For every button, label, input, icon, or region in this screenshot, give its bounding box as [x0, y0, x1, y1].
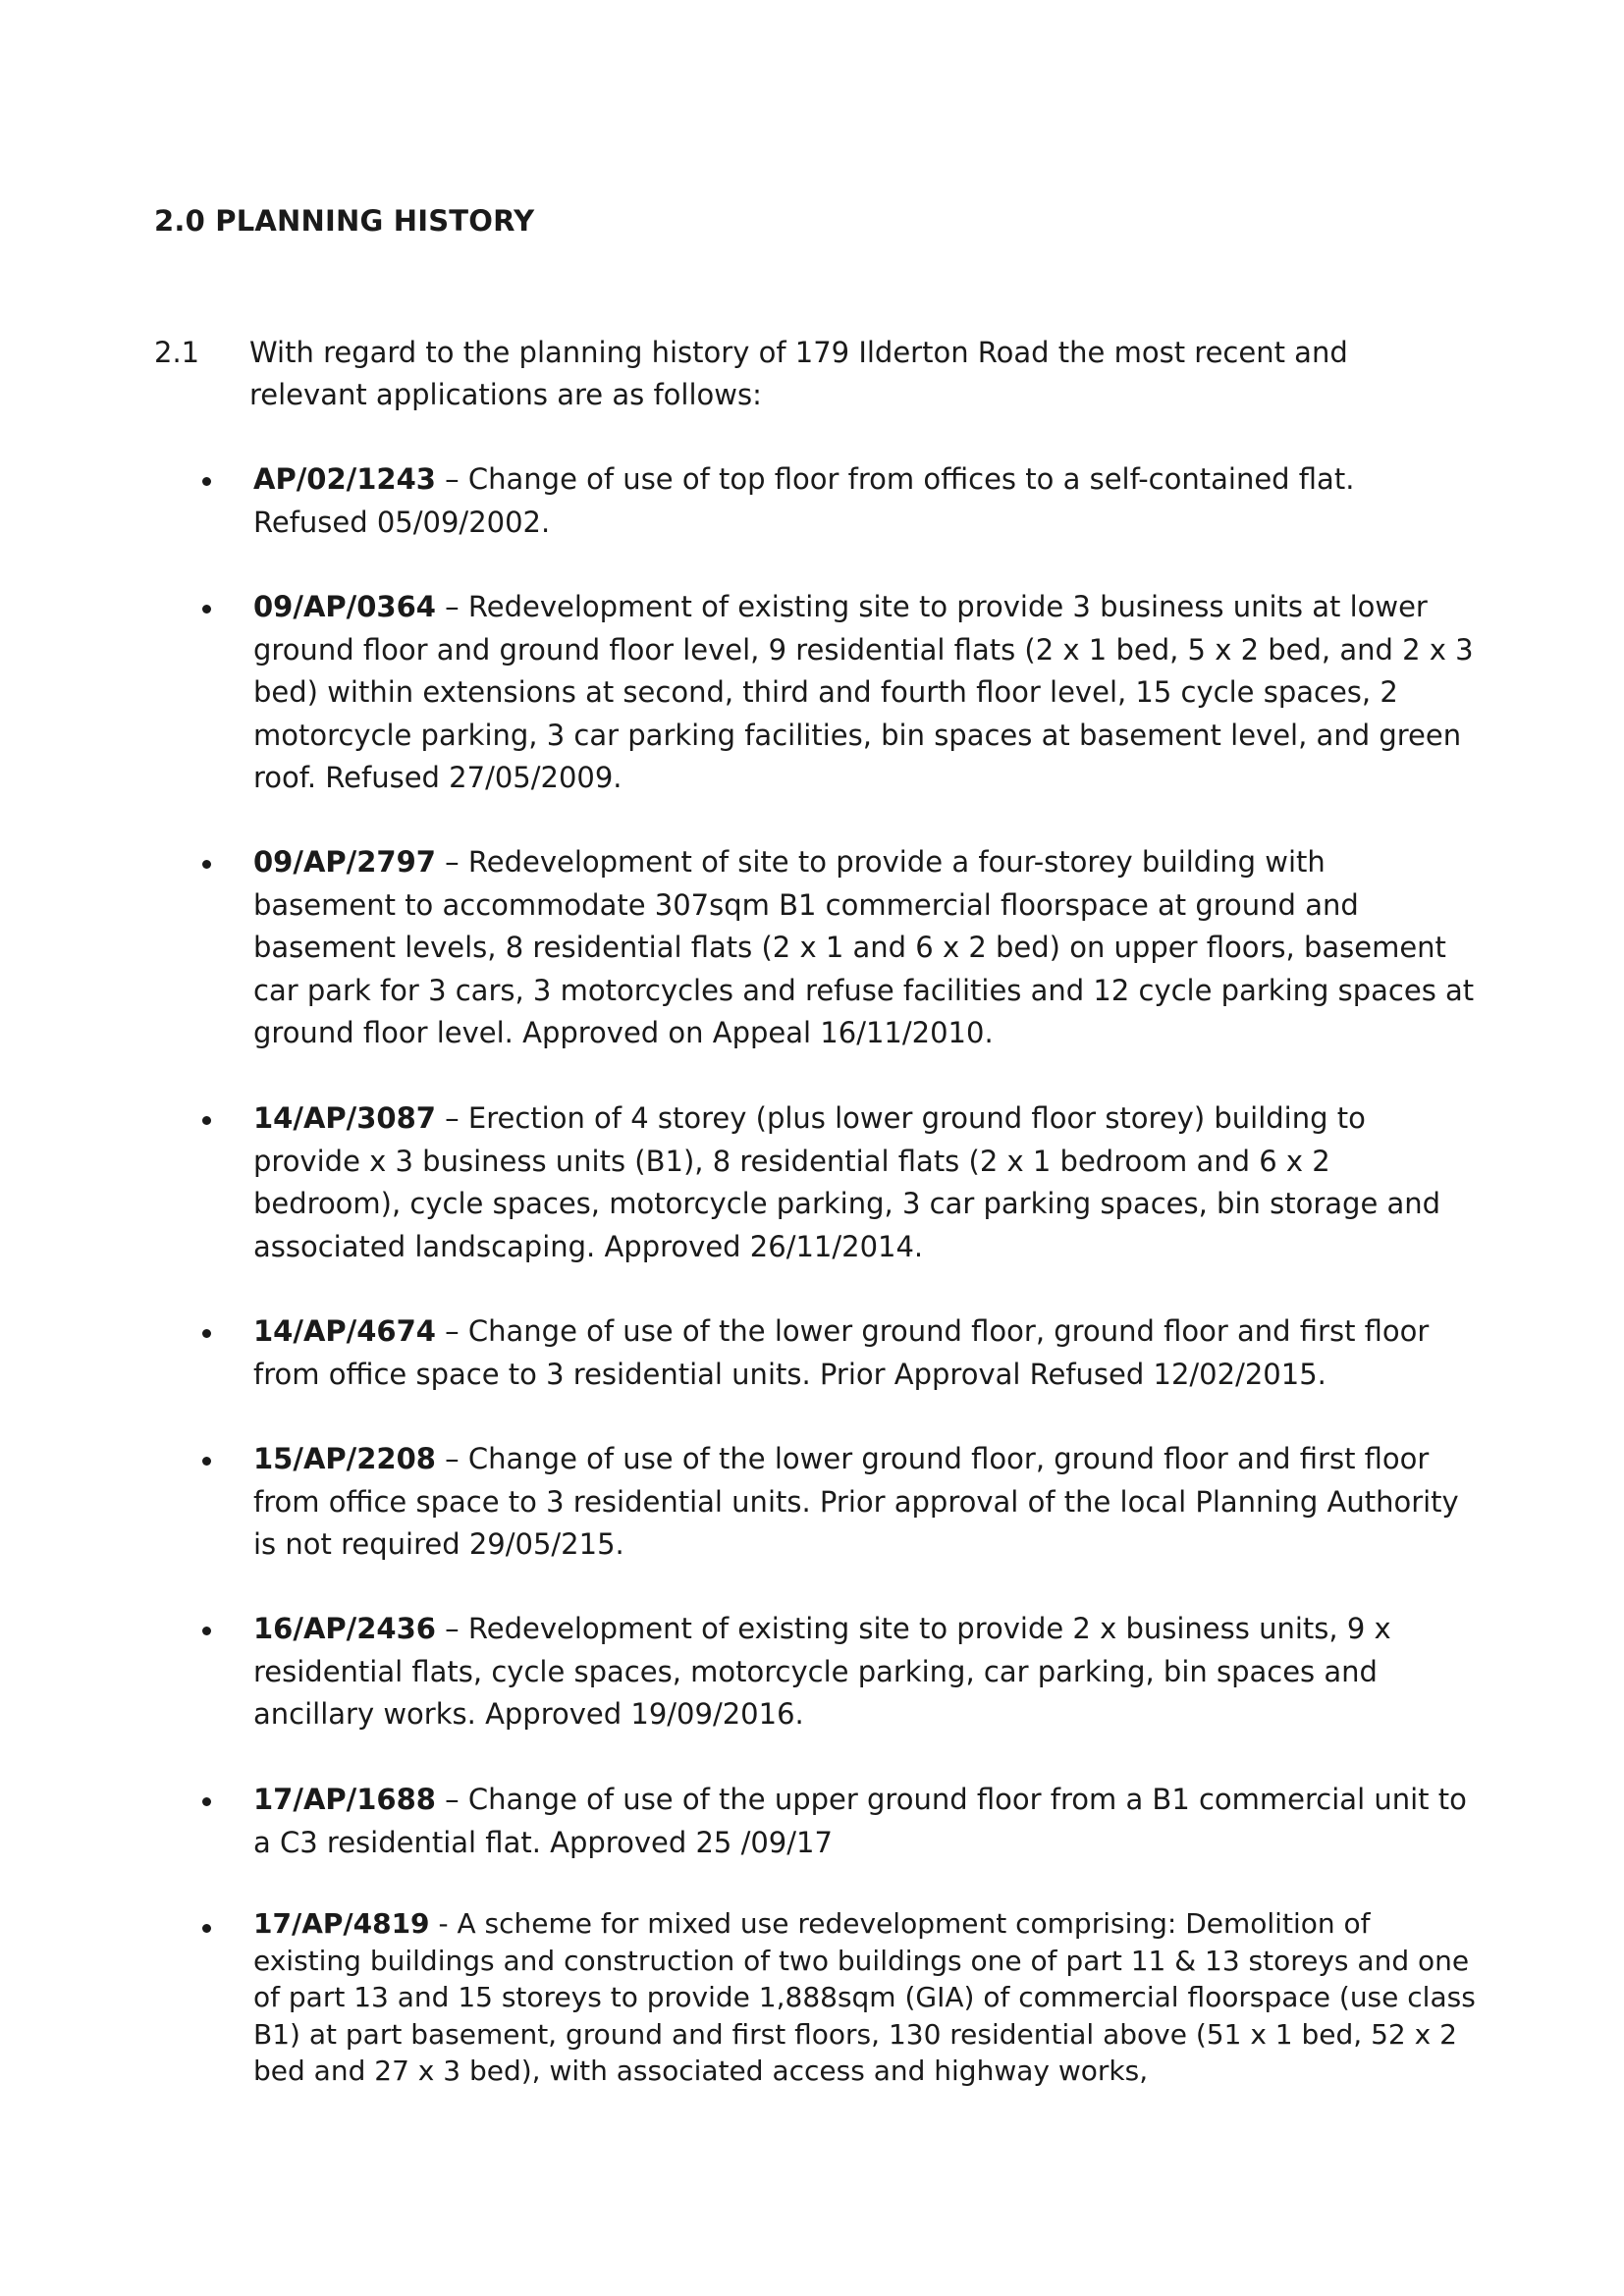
application-ref: 09/AP/0364 — [253, 590, 436, 623]
application-ref: 16/AP/2436 — [253, 1612, 436, 1645]
application-description: Change of use of the lower ground floor, ground floor and first floor from office space to 3 residential units. Prior approval of the local Planning Authority is not required 29/05/215. — [253, 1442, 1459, 1561]
separator: – — [435, 1612, 468, 1645]
application-description: Change of use of top floor from offices to a self-contained flat. Refused 05/09/2002. — [253, 462, 1355, 539]
application-description: Redevelopment of existing site to provide 2 x business units, 9 x residential flats, cycle spaces, motorcycle parking, car parking, bin spaces and ancillary works. Approved 19/09/2016. — [253, 1612, 1391, 1731]
application-ref: 15/AP/2208 — [253, 1442, 436, 1475]
application-ref: AP/02/1243 — [253, 462, 436, 496]
application-entry — [253, 458, 1476, 544]
section-heading: 2.0 PLANNING HISTORY — [154, 204, 535, 238]
application-entry — [253, 1438, 1476, 1567]
application-description: Change of use of the lower ground floor, ground floor and first floor from office space to 3 residential units. Prior Approval Refused 12/02/2015. — [253, 1314, 1430, 1391]
separator: – — [435, 845, 468, 879]
separator: - — [429, 1907, 458, 1940]
separator: – — [435, 1314, 468, 1348]
application-description: Redevelopment of existing site to provide 3 business units at lower ground floor and ground floor level, 9 residential flats (2 x 1 bed, 5 x 2 bed, and 2 x 3 bed) within extensions at second, third and fourth floor level, 15 cycle spaces, 2 motorcycle parking, 3 car parking facilities, bin spaces at basement level, and green roof. Refused 27/05/2009. — [253, 590, 1474, 794]
application-entry — [253, 841, 1476, 1055]
separator: – — [435, 1442, 468, 1475]
bullet-icon — [202, 1457, 211, 1466]
application-ref: 17/AP/1688 — [253, 1783, 436, 1816]
separator: – — [435, 590, 468, 623]
separator: – — [435, 1101, 468, 1135]
separator: – — [435, 1783, 468, 1816]
bullet-icon — [202, 1329, 211, 1338]
application-ref: 14/AP/3087 — [253, 1101, 436, 1135]
application-description: Erection of 4 storey (plus lower ground floor storey) building to provide x 3 business units (B1), 8 residential flats (2 x 1 bedroom and 6 x 2 bedroom), cycle spaces, motorcycle parking, 3 car parking spaces, bin storage and associated landscaping. Approved 26/11/2014. — [253, 1101, 1441, 1263]
application-entry — [253, 1779, 1476, 1864]
paragraph-text: With regard to the planning history of 179 Ilderton Road the most recent and relevant applications are as follows: — [249, 336, 1348, 411]
application-ref: 17/AP/4819 — [253, 1907, 430, 1940]
application-ref: 09/AP/2797 — [253, 845, 436, 879]
application-description: Change of use of the upper ground floor from a B1 commercial unit to a C3 residential flat. Approved 25 /09/17 — [253, 1783, 1467, 1859]
bullet-icon — [202, 1116, 211, 1125]
application-ref: 14/AP/4674 — [253, 1314, 436, 1348]
bullet-icon — [202, 605, 211, 614]
bullet-icon — [202, 1627, 211, 1635]
separator: – — [435, 462, 468, 496]
paragraph-number: 2.1 — [154, 336, 200, 369]
application-description: Redevelopment of site to provide a four-storey building with basement to accommodate 307sqm B1 commercial floorspace at ground and basement levels, 8 residential flats (2 x 1 and 6 x 2 bed) on upper floors, basement car park for 3 cars, 3 motorcycles and refuse facilities and 12 cycle parking spaces at ground floor level. Approved on Appeal 16/11/2010. — [253, 845, 1475, 1049]
application-entry — [253, 586, 1476, 800]
application-entry — [253, 1097, 1476, 1268]
application-entry — [253, 1905, 1481, 2090]
bullet-icon — [202, 860, 211, 869]
application-entry — [253, 1608, 1476, 1736]
bullet-icon — [202, 1924, 211, 1933]
application-description: A scheme for mixed use redevelopment comprising: Demolition of existing buildings and construction of two buildings one of part 11 & 13 storeys and one of part 13 and 15 storeys to provide 1,888sqm (GIA) of commercial floorspace (use class B1) at part basement, ground and first floors, 130 residential above (51 x 1 bed, 52 x 2 bed and 27 x 3 bed), with associated access and highway works, — [253, 1907, 1476, 2087]
bullet-icon — [202, 477, 211, 486]
bullet-icon — [202, 1797, 211, 1806]
application-entry — [253, 1310, 1476, 1396]
